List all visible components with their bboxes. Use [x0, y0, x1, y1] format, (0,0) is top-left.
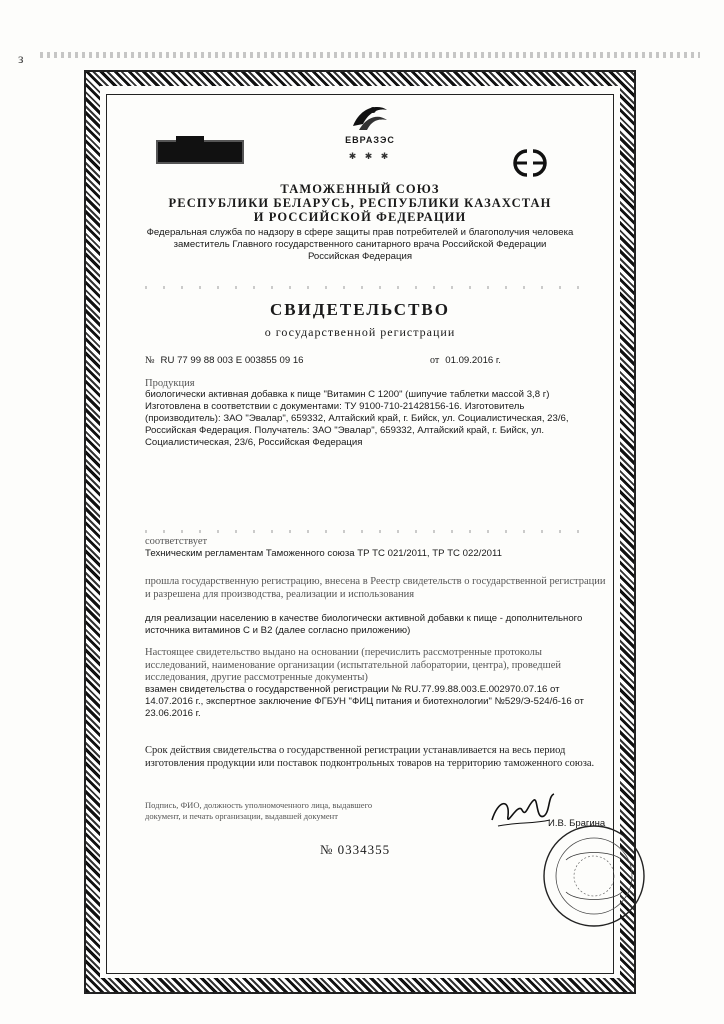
basis-line: 23.06.2016 г. [145, 708, 201, 719]
certificate-number: RU 77 99 88 003 E 003855 09 16 [160, 355, 304, 366]
registration-label: прошла государственную регистрацию, внесена в Реестр свидетельств о государственной регистрации и разрешена для производства, реализации и использования [145, 576, 606, 600]
number-label: № [145, 355, 155, 366]
validity-text: Срок действия свидетельства о государственной регистрации устанавливается на весь период изготовления продукции или поставок подконтрольных товаров на территорию таможенного союза. [145, 745, 595, 769]
compliance-label: соответствует [145, 536, 208, 547]
blank-serial-number: № 0334355 [320, 842, 391, 857]
product-line: Российская Федерация. Получатель: ЗАО "Эвалар", 659332, Алтайский край, г. Бийск, ул. [145, 425, 545, 436]
union-title: ТАМОЖЕННЫЙ СОЮЗ [280, 182, 440, 196]
union-russia: И РОССИЙСКОЙ ФЕДЕРАЦИИ [253, 210, 467, 224]
certificate-title: СВИДЕТЕЛЬСТВО [270, 300, 450, 319]
compliance-text: Техническим регламентам Таможенного союза ТР ТС 021/2011, ТР ТС 022/2011 [145, 548, 502, 559]
date-label: от [430, 355, 440, 366]
scan-artifact-line [40, 52, 700, 58]
corner-handwritten-mark: з [18, 52, 24, 67]
federation: Российская Федерация [307, 251, 413, 262]
eurasec-logo [335, 100, 405, 180]
product-line: Изготовлена в соответствии с документами: ТУ 9100-710-21428156-16. Изготовитель [145, 401, 525, 412]
signature-position: Подпись, ФИО, должность уполномоченного лица, выдавшего документ, и печать организации, выдавшей документ [145, 800, 373, 821]
certificate-number-row [145, 355, 304, 367]
basis-line: 14.07.2016 г., экспертное заключение ФГБУН "ФИЦ питания и биотехнологии" №529/Э-524/б-16 от [145, 696, 584, 707]
redacted-area [158, 142, 242, 162]
certificate-date-row [430, 355, 501, 367]
registration-line: для реализации населению в качестве биологически активной добавки к пище - дополнительного [145, 613, 583, 624]
eurasec-emblem-icon [349, 100, 391, 134]
blank-line [145, 530, 585, 533]
deputy-chief: заместитель Главного государственного санитарного врача Российской Федерации [173, 239, 547, 250]
se-conformity-mark-icon [507, 145, 553, 181]
logo-text: ЕВРАЗЭС [345, 135, 395, 145]
official-stamp [536, 800, 646, 940]
product-line: биологически активная добавка к пище "Витамин С 1200" (шипучие таблетки массой 3,8 г) [145, 389, 550, 400]
certificate-date: 01.09.2016 г. [445, 355, 501, 366]
stars-icon: ✱ ✱ ✱ [348, 151, 392, 161]
signer-name: И.В. Брагина [548, 818, 606, 829]
product-line: (производитель): ЗАО "Эвалар", 659332, Алтайский край, г. Бийск, ул. Социалистическая, 23/6, [145, 413, 569, 424]
certificate-subtitle: о государственной регистрации [264, 325, 456, 339]
federal-service: Федеральная служба по надзору в сфере защиты прав потребителей и благополучия человека [146, 227, 574, 238]
registration-line: источника витаминов С и В2 (далее согласно приложению) [145, 625, 411, 636]
product-line: Социалистическая, 23/6, Российская Федерация [145, 437, 363, 448]
basis-label: Настоящее свидетельство выдано на основании (перечислить рассмотренные протоколы исследований, наименование организации (испытательной лаборатории, центра), проведшей исследования, другие рассмотренные документы) [145, 647, 561, 683]
product-label: Продукция [145, 378, 195, 389]
union-countries: РЕСПУБЛИКИ БЕЛАРУСЬ, РЕСПУБЛИКИ КАЗАХСТАН [168, 196, 552, 210]
blank-line [145, 286, 585, 289]
basis-line: взамен свидетельства о государственной регистрации № RU.77.99.88.003.Е.002970.07.16 от [145, 684, 560, 695]
